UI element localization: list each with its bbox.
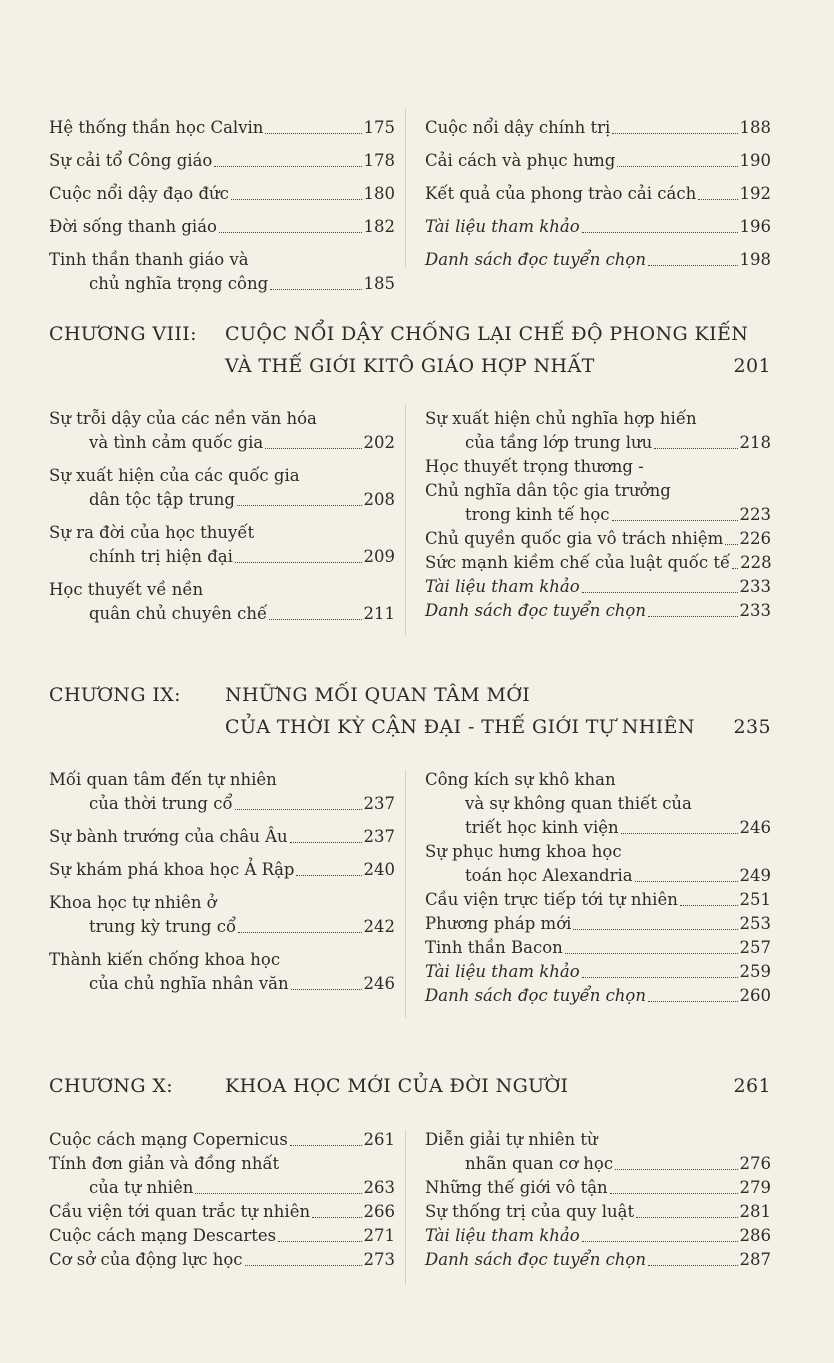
dot-leader: [573, 929, 737, 930]
toc-left-column: [49, 407, 395, 626]
entry-title-line: Diễn giải tự nhiên từ: [425, 1130, 598, 1149]
dot-leader: [680, 905, 738, 906]
dot-leader: [231, 199, 362, 200]
entry-title: Danh sách đọc tuyển chọn: [425, 986, 646, 1005]
entry-page: 178: [363, 151, 395, 170]
dot-leader: [612, 520, 738, 521]
entry-title-line: Sự trỗi dậy của các nền văn hóa: [49, 409, 317, 428]
dot-leader: [237, 505, 362, 506]
toc-entry[interactable]: [425, 575, 771, 599]
entry-page: 175: [363, 118, 395, 137]
chapter-page: 261: [733, 1075, 771, 1097]
toc-entry[interactable]: [425, 936, 771, 960]
dot-leader: [698, 199, 737, 200]
entry-title: nhãn quan cơ học: [465, 1154, 614, 1173]
entry-title: chủ nghĩa trọng công: [89, 274, 269, 293]
entry-title: của thời trung cổ: [89, 794, 233, 813]
entry-title-line: Mối quan tâm đến tự nhiên: [49, 770, 277, 789]
toc-entry[interactable]: [425, 864, 771, 888]
entry-title: Tài liệu tham khảo: [425, 1226, 580, 1245]
dot-leader: [291, 989, 362, 990]
dot-leader: [725, 544, 737, 545]
entry-page: 261: [363, 1130, 395, 1149]
toc-section-top: [49, 116, 771, 296]
entry-page: 263: [363, 1178, 395, 1197]
chapter-heading[interactable]: [49, 318, 771, 382]
entry-title: Sự bành trướng của châu Âu: [49, 827, 288, 846]
toc-section-chapter-10: [49, 1128, 771, 1272]
chapter-heading[interactable]: [49, 1070, 771, 1102]
entry-title: Phương pháp mới: [425, 914, 572, 933]
dot-leader: [615, 1169, 737, 1170]
entry-page: 233: [739, 577, 771, 596]
entry-title: Cuộc nổi dậy chính trị: [425, 118, 611, 137]
toc-entry[interactable]: [49, 1128, 395, 1152]
entry-title: Danh sách đọc tuyển chọn: [425, 1250, 646, 1269]
toc-entry[interactable]: [49, 825, 395, 849]
entry-page: 226: [739, 529, 771, 548]
dot-leader: [238, 932, 361, 933]
chapter-label: CHƯƠNG VIII:: [49, 323, 197, 345]
entry-title-line: Tinh thần thanh giáo và: [49, 250, 249, 269]
entry-page: 271: [363, 1226, 395, 1245]
toc-entry[interactable]: [425, 215, 771, 239]
entry-page: 202: [363, 433, 395, 452]
entry-page: 237: [363, 827, 395, 846]
dot-leader: [635, 881, 738, 882]
entry-title-line: Sự phục hưng khoa học: [425, 842, 622, 861]
entry-page: 198: [739, 250, 771, 269]
dot-leader: [582, 1241, 738, 1242]
entry-title-line: Học thuyết về nền: [49, 580, 204, 599]
entry-title-line: Sự xuất hiện của các quốc gia: [49, 466, 300, 485]
dot-leader: [621, 833, 738, 834]
toc-entry[interactable]: [49, 1248, 395, 1272]
entry-page: 253: [739, 914, 771, 933]
dot-leader: [648, 616, 738, 617]
toc-entry[interactable]: [49, 792, 395, 816]
entry-title: và tình cảm quốc gia: [89, 433, 264, 452]
entry-title: chính trị hiện đại: [89, 547, 233, 566]
dot-leader: [290, 842, 362, 843]
dot-leader: [732, 568, 738, 569]
toc-entry[interactable]: [425, 912, 771, 936]
toc-entry[interactable]: [49, 545, 395, 569]
toc-entry[interactable]: [425, 527, 771, 551]
toc-right-column: [425, 407, 771, 626]
chapter-title: VÀ THẾ GIỚI KITÔ GIÁO HỢP NHẤT: [225, 355, 595, 377]
toc-left-column: [49, 768, 395, 1008]
entry-title: Cầu viện tới quan trắc tự nhiên: [49, 1202, 311, 1221]
entry-title: Tài liệu tham khảo: [425, 577, 580, 596]
entry-page: 240: [363, 860, 395, 879]
entry-title-line: Thành kiến chống khoa học: [49, 950, 281, 969]
dot-leader: [270, 289, 361, 290]
entry-page: 182: [363, 217, 395, 236]
entry-page: 273: [363, 1250, 395, 1269]
entry-title: Cuộc nổi dậy đạo đức: [49, 184, 229, 203]
toc-entry[interactable]: [49, 431, 395, 455]
entry-title: Danh sách đọc tuyển chọn: [425, 250, 646, 269]
dot-leader: [610, 1193, 738, 1194]
toc-entry[interactable]: [425, 503, 771, 527]
entry-page: 192: [739, 184, 771, 203]
dot-leader: [235, 562, 362, 563]
toc-entry[interactable]: [49, 1224, 395, 1248]
toc-entry[interactable]: [425, 1248, 771, 1272]
dot-leader: [296, 875, 361, 876]
dot-leader: [269, 619, 361, 620]
entry-title: Danh sách đọc tuyển chọn: [425, 601, 646, 620]
dot-leader: [312, 1217, 361, 1218]
entry-title: dân tộc tập trung: [89, 490, 235, 509]
entry-title-line: Chủ nghĩa dân tộc gia trưởng: [425, 481, 671, 500]
entry-page: 209: [363, 547, 395, 566]
toc-entry[interactable]: [49, 488, 395, 512]
entry-title: Cơ sở của động lực học: [49, 1250, 243, 1269]
entry-page: 188: [739, 118, 771, 137]
entry-title: toán học Alexandria: [465, 866, 633, 885]
toc-entry[interactable]: [49, 1200, 395, 1224]
dot-leader: [612, 133, 737, 134]
entry-title-line: Tính đơn giản và đồng nhất: [49, 1154, 280, 1173]
toc-entry[interactable]: [49, 215, 395, 239]
dot-leader: [278, 1241, 361, 1242]
entry-page: 196: [739, 217, 771, 236]
toc-entry[interactable]: [49, 972, 395, 996]
entry-title: quân chủ chuyên chế: [89, 604, 268, 623]
entry-title: Tài liệu tham khảo: [425, 217, 580, 236]
entry-title: Sự cải tổ Công giáo: [49, 151, 213, 170]
dot-leader: [214, 166, 361, 167]
entry-page: 218: [739, 433, 771, 452]
entry-page: 281: [739, 1202, 771, 1221]
dot-leader: [245, 1265, 362, 1266]
entry-title: Kết quả của phong trào cải cách: [425, 184, 697, 203]
toc-entry[interactable]: [425, 984, 771, 1008]
toc-entry[interactable]: [49, 149, 395, 173]
toc-entry[interactable]: [49, 116, 395, 140]
entry-title: Tinh thần Bacon: [425, 938, 563, 957]
entry-title: của tự nhiên: [89, 1178, 194, 1197]
dot-leader: [195, 1193, 361, 1194]
toc-entry[interactable]: [49, 182, 395, 206]
entry-title: Sức mạnh kiềm chế của luật quốc tế: [425, 553, 731, 572]
toc-entry[interactable]: [425, 551, 771, 575]
entry-page: 185: [363, 274, 395, 293]
toc-right-column: [425, 768, 771, 1008]
dot-leader: [235, 809, 362, 810]
entry-page: 180: [363, 184, 395, 203]
chapter-label: CHƯƠNG IX:: [49, 684, 181, 706]
entry-title-line: Sự ra đời của học thuyết: [49, 523, 255, 542]
dot-leader: [654, 448, 737, 449]
dot-leader: [219, 232, 362, 233]
entry-title-line: Học thuyết trọng thương -: [425, 457, 644, 476]
entry-title-line: Sự xuất hiện chủ nghĩa hợp hiến: [425, 409, 697, 428]
entry-title: Sự khám phá khoa học Ả Rập: [49, 860, 295, 879]
toc-entry[interactable]: [49, 1176, 395, 1200]
entry-page: 286: [739, 1226, 771, 1245]
toc-entry[interactable]: [49, 915, 395, 939]
toc-entry[interactable]: [425, 599, 771, 623]
toc-right-column: [425, 116, 771, 296]
toc-entry[interactable]: [425, 149, 771, 173]
entry-title: Tài liệu tham khảo: [425, 962, 580, 981]
dot-leader: [648, 1265, 738, 1266]
entry-title-line: Công kích sự khô khan: [425, 770, 616, 789]
toc-left-column: [49, 116, 395, 296]
entry-title: Cuộc cách mạng Descartes: [49, 1226, 277, 1245]
entry-title: của chủ nghĩa nhân văn: [89, 974, 289, 993]
entry-page: 228: [740, 553, 772, 572]
toc-entry[interactable]: [49, 272, 395, 296]
entry-page: 242: [363, 917, 395, 936]
dot-leader: [648, 1001, 738, 1002]
chapter-page: 235: [733, 716, 771, 738]
toc-section-chapter-9: [49, 768, 771, 1008]
entry-title: Cải cách và phục hưng: [425, 151, 616, 170]
dot-leader: [617, 166, 737, 167]
dot-leader: [648, 265, 738, 266]
entry-page: 259: [739, 962, 771, 981]
entry-page: 276: [739, 1154, 771, 1173]
toc-entry[interactable]: [425, 1152, 771, 1176]
chapter-title: CỦA THỜI KỲ CẬN ĐẠI - THẾ GIỚI TỰ NHIÊN: [225, 716, 695, 738]
entry-title: triết học kinh viện: [465, 818, 619, 837]
entry-page: 211: [363, 604, 395, 623]
entry-page: 251: [739, 890, 771, 909]
chapter-title: KHOA HỌC MỚI CỦA ĐỜI NGƯỜI: [225, 1075, 569, 1097]
entry-title: Chủ quyền quốc gia vô trách nhiệm: [425, 529, 724, 548]
entry-title: Cầu viện trực tiếp tới tự nhiên: [425, 890, 678, 909]
entry-page: 257: [739, 938, 771, 957]
dot-leader: [636, 1217, 737, 1218]
dot-leader: [265, 133, 361, 134]
entry-page: 279: [739, 1178, 771, 1197]
dot-leader: [582, 592, 738, 593]
entry-title: trong kinh tế học: [465, 505, 610, 524]
entry-page: 260: [739, 986, 771, 1005]
toc-entry[interactable]: [49, 602, 395, 626]
chapter-label: CHƯƠNG X:: [49, 1075, 174, 1097]
entry-page: 223: [739, 505, 771, 524]
entry-page: 246: [363, 974, 395, 993]
dot-leader: [290, 1145, 362, 1146]
entry-page: 233: [739, 601, 771, 620]
entry-title: Hệ thống thần học Calvin: [49, 118, 264, 137]
chapter-title: NHỮNG MỐI QUAN TÂM MỚI: [225, 684, 531, 706]
toc-entry[interactable]: [425, 248, 771, 272]
toc-left-column: [49, 1128, 395, 1272]
entry-title: Cuộc cách mạng Copernicus: [49, 1130, 288, 1149]
chapter-title: CUỘC NỔI DẬY CHỐNG LẠI CHẾ ĐỘ PHONG KIẾN: [225, 323, 749, 345]
entry-page: 190: [739, 151, 771, 170]
toc-entry[interactable]: [425, 960, 771, 984]
entry-title: Những thế giới vô tận: [425, 1178, 608, 1197]
dot-leader: [565, 953, 738, 954]
chapter-page: 201: [733, 355, 771, 377]
toc-right-column: [425, 1128, 771, 1272]
entry-page: 246: [739, 818, 771, 837]
toc-section-chapter-8: [49, 407, 771, 626]
toc-entry[interactable]: [425, 888, 771, 912]
toc-entry[interactable]: [425, 1176, 771, 1200]
toc-entry[interactable]: [49, 858, 395, 882]
entry-page: 287: [739, 1250, 771, 1269]
entry-page: 249: [739, 866, 771, 885]
chapter-heading[interactable]: [49, 679, 771, 743]
entry-title: trung kỳ trung cổ: [89, 917, 237, 936]
entry-page: 237: [363, 794, 395, 813]
toc-entry[interactable]: [425, 1224, 771, 1248]
toc-entry[interactable]: [425, 116, 771, 140]
entry-title: Đời sống thanh giáo: [49, 217, 217, 236]
entry-title-line: Khoa học tự nhiên ở: [49, 893, 217, 912]
entry-title-line: và sự không quan thiết của: [465, 794, 692, 813]
dot-leader: [265, 448, 361, 449]
toc-entry[interactable]: [425, 816, 771, 840]
dot-leader: [582, 977, 738, 978]
entry-title: Sự thống trị của quy luật: [425, 1202, 635, 1221]
toc-entry[interactable]: [425, 182, 771, 206]
toc-entry[interactable]: [425, 431, 771, 455]
entry-page: 208: [363, 490, 395, 509]
dot-leader: [582, 232, 738, 233]
toc-entry[interactable]: [425, 1200, 771, 1224]
entry-title: của tầng lớp trung lưu: [465, 433, 653, 452]
entry-page: 266: [363, 1202, 395, 1221]
